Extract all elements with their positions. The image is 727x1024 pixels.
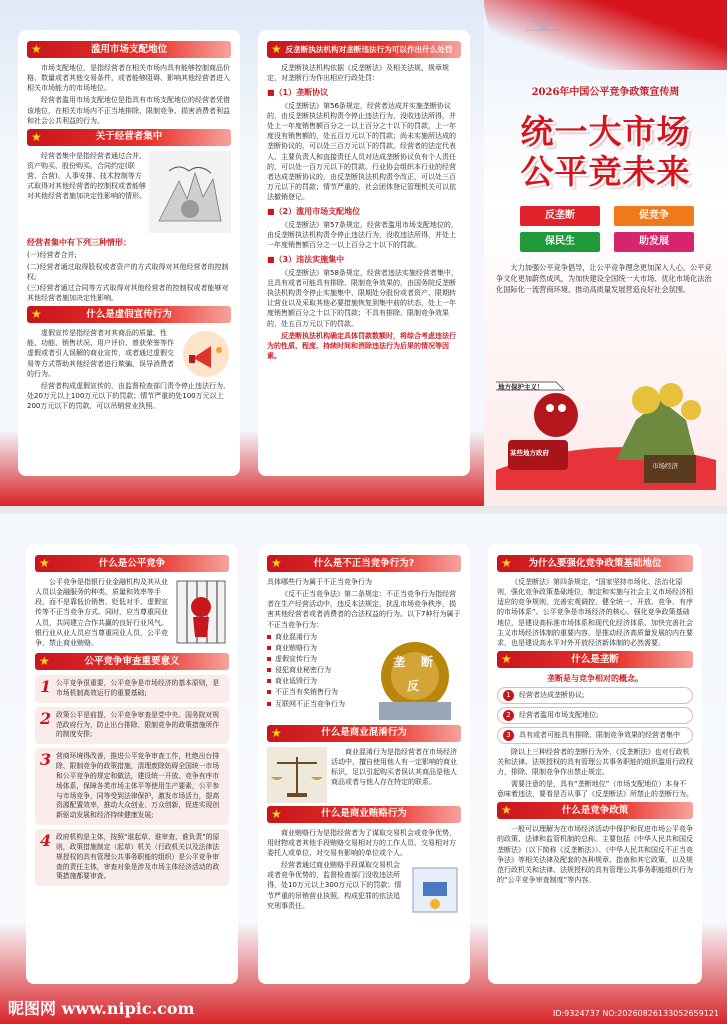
item-text: 营商环境得改善，推进公平竞争审查工作，杜绝出台排除、限制竞争的政策措施，清理废除妨碍全国统一市场和公平竞争的规定和做法，建设统一开放、竞争有序市场体系，保障各类市场主体平等使用生产要素，公平参与市场竞争，同等受到法律保护，激发市场活力，提高资源配置效率，推动大众创业、万众创新，促进实现创新驱动发展和经济持续健康发展; [56,752,220,820]
panel-market-dominance [18,30,240,476]
item-text: 经营者滥用市场支配地位; [519,711,599,719]
section-header [27,41,231,58]
section-header [267,41,461,58]
fair-competition-block [35,577,229,650]
section-title: 公平竞争审查重要意义 [84,655,180,667]
list-item: 互联网不正当竞争行为 [267,699,369,709]
paragraph: 公平竞争是指银行业金融机构及其从业人员以金融服务的种类、质量和效率等手段，而不是靠低价销售、贬低对手、虚假宣传等不正当竞争方式。同时，应当尊重同业人员，共同建立合作共赢的良好行业风气。银行业从业人员应当尊重同业人员，公平竞争，禁止商业贿赂。 [35,578,168,647]
illus-label-gov: 某些地方政府 [510,449,549,457]
tag-development: 助发展 [614,232,694,252]
significance-item [35,707,229,745]
section-header [35,555,229,572]
list-item: (一)经营者合并; [27,251,77,260]
cover-description: 大力加强公平竞争倡导，让公平竞争理念更加深入人心，公平竞争文化更加蔚然成风，为加快建设全国统一大市场、优化市场化法治化国际化一流营商环境、推动高质量发展营造良好社会氛围。 [496,263,712,295]
cover-panel [484,0,727,506]
paragraph: 《反垄断法》第58条规定，经营者违法实施经营者集中，且具有或者可能具有排除、限制竞争效果的，由国务院反垄断执法机构责令停止实施集中、限期处分股份或者资产、限期转让营业以及采取其他必要措施恢复到集中前的状态，处上一年度销售额百分之十以下的罚款；不具有排除、限制竞争效果的，处五百万元以下的罚款。 [267,268,458,328]
scales-illustration [267,747,327,803]
paragraph: 虚假宣传是指经营者对其商品的质量、性能、功能、销售状况、用户评价、曾获荣誉等作虚假或者引人误解的商业宣传，或者通过虚假交易等方式帮助其他经营者进行欺骗、误导消费者的行为。 [27,329,174,378]
paragraph: 市场支配地位，是指经营者在相关市场内具有能够控制商品价格、数量或者其他交易条件，或者能够阻碍、影响其他经营者进入相关市场能力的市场地位。 [27,64,230,93]
section-header [35,653,229,670]
cartoon-illustration [496,360,716,490]
tag-livelihood: 保民生 [520,232,600,252]
note-paragraph: 反垄断执法机构确定具体罚款数额时，将综合考虑违法行为的性质、程度、持续时间和消除违法行为后果的情况等因素。 [267,331,456,361]
subheading: ■（3）违法实施集中 [267,255,345,265]
item-number: 4 [40,831,52,851]
fireworks-decoration [484,0,727,80]
monopoly-item [497,727,693,744]
watermark-id: ID:9324737 NO:20260826133052659121 [552,1008,719,1018]
section-header [267,806,461,823]
star-icon: ★ [271,555,282,570]
panel-unfair-competition [258,544,470,984]
bribery-block [267,860,461,920]
section-title: 为什么要强化竞争政策基础地位 [528,557,662,569]
confusion-block [267,747,461,803]
paragraph: 经营者滥用市场支配地位是指具有市场支配地位的经营者凭借该地位，在相关市场内不正当地排除、限制竞争、损害消费者利益和社会公共利益的行为。 [27,96,230,125]
list-item: 商业混淆行为 [267,632,369,642]
section-title: 反垄断执法机构对垄断违法行为可以作出什么处罚 [285,45,453,54]
panel-penalties [258,30,470,476]
star-icon: ★ [31,306,42,321]
paragraph: 《反垄断法》第56条规定，经营者达成并实施垄断协议的，由反垄断执法机构责令停止违法行为，没收违法所得，并处上一年度销售额百分之一以上百分之十以下的罚款，上一年度没有销售额的，处五百万元以下的罚款；尚未实施所达成的垄断协议的，可以处三百万元以下的罚款。经营者的法定代表人、主要负责人和直接责任人员对达成垄断协议负有个人责任的，可以处一百万元以下的罚款。行业协会组织本行业的经营者达成垄断协议的，由反垄断执法机构责令改正，可以处三百万元以下的罚款；情节严重的，社会团体登记管理机关可以依法撤销登记。 [267,101,456,202]
paragraph: 经营者构成虚假宣传的，由监督检查部门责令停止违法行为，处20万元以上100万元以下的罚款；情节严重的处100万元以上200万元以下的罚款，可以吊销营业执照。 [27,381,230,411]
star-icon: ★ [39,555,50,570]
item-text: 政策公平是前提，公平竞争审查是党中央、国务院对规范政府行为，防止出台排除、限制竞争的政策措施所作的制度安排; [56,710,220,739]
panel-fair-competition [26,544,238,984]
list-item: 虚假宣传行为 [267,654,369,664]
gear-icon [369,632,461,722]
megaphone-illustration [181,328,231,380]
star-icon: ★ [271,41,282,56]
illus-label-market: 市场经济 [652,462,678,470]
gear-char: 垄 [393,654,406,669]
section-title: 什么是垄断 [571,653,619,665]
section-title: 什么是商业混淆行为 [321,727,407,739]
star-icon: ★ [271,725,282,740]
unfair-list-block [267,632,461,722]
star-icon: ★ [501,555,512,570]
item-text: 经营者达成垄断协议; [519,691,585,699]
section-title: 什么是商业贿赂行为 [321,808,407,820]
star-icon: ★ [501,803,512,818]
list-item: 商业贿赂行为 [267,643,369,653]
section-header [267,555,461,572]
section-header [27,306,231,323]
list-item: (二)经营者通过取得股权或者资产的方式取得对其他经营者的控制权; [27,262,229,281]
list-item: 不正当有奖销售行为 [267,687,369,697]
section-title: 什么是公平竞争 [98,557,166,569]
star-icon: ★ [31,129,42,144]
gear-char: 断 [421,654,434,669]
significance-item [35,748,229,825]
cases-subtitle: 经营者集中有下列三种情形： [27,237,131,247]
section-title: 滥用市场支配地位 [90,43,167,55]
cage-illustration [173,577,229,647]
significance-item [35,829,229,886]
section-header [497,651,693,668]
list-item: 侵犯商业秘密行为 [267,665,369,675]
section-header [497,802,693,819]
speech-bubble: 地方保护主义！ [498,383,544,391]
item-text: 公平竞争很重要，公平竞争是市场经济的基本原则，是市场机制高效运行的重要基础; [56,678,220,697]
item-text: 具有或者可能具有排除、限制竞争效果的经营者集中 [519,731,680,739]
paragraph: 需要注意的是，具有“垄断地位”（市场支配地位）本身不意味着违法，要看是否从事了《反垄断法》所禁止的垄断行为。 [497,780,693,799]
watermark-logo: 昵图网 www.nipic.com [8,998,195,1018]
section-header [267,725,461,742]
significance-item [35,675,229,703]
subheading: 垄断是与竞争相对的概念。 [547,673,643,683]
paragraph: 反垄断执法机构依据《反垄断法》及相关法规、规章规定，对垄断行为作出相应行政处罚： [267,64,449,83]
paragraph: 经营者集中是指经营者通过合并、资产购买、股份购买、合同约定(联营、合营)、人事安排、技术控制等方式取得对其他经营者的控制权或者能够对其他经营者施加决定性影响的情形。 [27,151,146,201]
subheading: ■（1）垄断协议 [267,88,329,98]
item-number: 3 [503,730,514,741]
list-item: (三)经营者通过合同等方式取得对其他经营者的控制权或者能够对其他经营者施加决定性影响。 [27,283,229,302]
brochure-inside-sheet [0,514,727,1024]
section-title: 什么是竞争政策 [561,804,629,816]
section-title: 什么是虚假宣传行为 [86,308,172,320]
paragraph: 《反垄断法》第57条规定，经营者滥用市场支配地位的，由反垄断执法机构责令停止违法行为，没收违法所得，并处上一年度销售额百分之一以上百分之十以下的罚款。 [267,220,458,250]
cover-title-line1: 统一大市场 [520,112,691,151]
gear-illustration [369,632,461,722]
concentration-block [27,151,231,233]
item-number: 2 [503,710,514,721]
paragraph: 一般可以理解为在市场经济活动中保护和促进市场公平竞争的政策、法律和监管机制的总称。主要包括《中华人民共和国反垄断法》（以下简称《反垄断法》）、《中华人民共和国反不正当竞争法》等相关法律及配套的各种规章、指南和其它政策，以及规范行政机关和法律、法规授权的具有管理公共事务职能组织行为的“公平竞争审查制度”等内容。 [497,825,693,884]
star-icon: ★ [31,41,42,56]
cover-year-title: 2026年中国公平竞争政策宣传周 [531,87,680,98]
false-advert-block [27,328,231,381]
item-number: 3 [40,750,52,770]
list-item: 商业诋毁行为 [267,676,369,686]
paragraph: 经营者通过商业贿赂手段谋取交易机会或者竞争优势的，监督检查部门没收违法所得，处10万元以上300万元以下的罚款；情节严重的吊销营业执照。构成犯罪的依法追究刑事责任。 [267,861,402,910]
subheading: ■（2）滥用市场支配地位 [267,207,361,217]
paragraph: 除以上三种经营者的垄断行为外，《反垄断法》也对行政机关和法律、法规授权的具有管理公共事务职能的组织滥用行政权力，排除、限制竞争作出禁止规定。 [497,747,693,776]
unfair-behavior-list [267,632,369,722]
bribery-illustration [409,860,461,920]
item-text: 政府机构是主体，按照“谁起草、谁审查、谁负责”的原则，政策措施制定（起草）机关（行政机关以及法律法规授权的具有管理公共事务职能的组织）是公平竞争审查的责任主体，审查对象是涉及市场主体经济活动的政策措施都要审查。 [56,833,220,881]
star-icon: ★ [271,806,282,821]
section-header [27,129,231,146]
section-title: 什么是不正当竞争行为? [313,557,415,569]
gear-char: 反 [407,678,420,693]
star-icon: ★ [39,653,50,668]
tag-competition: 促竞争 [614,206,694,226]
tag-antimonopoly: 反垄断 [520,206,600,226]
item-number: 1 [503,690,514,701]
panel-competition-policy [488,544,702,984]
paragraph: 具体哪些行为属于不正当竞争行为 [267,578,372,586]
section-title: 关于经营者集中 [95,131,163,143]
paragraph: 《反不正当竞争法》第二条规定：不正当竞争行为指经营者在生产经营活动中，违反本法规定，扰乱市场竞争秩序，损害其他经营者或者消费者的合法权益的行为。以下7种行为属于不正当竞争行为： [267,590,461,629]
paragraph: 商业混淆行为是指经营者在市场经济活动中，擅自使用他人有一定影响的商业标识，足以引起购买者误认其商品是他人商品或者与他人存在特定的联系。 [331,747,457,787]
hands-illustration [149,151,231,233]
item-number: 1 [40,676,52,696]
section-header [497,555,693,572]
star-icon: ★ [501,651,512,666]
item-number: 2 [40,708,52,728]
brochure-outside-sheet [0,0,727,506]
paragraph: 《反垄断法》第四条规定，“国家坚持市场化、法治化原则，强化竞争政策基础地位，制定和实施与社会主义市场经济相适应的竞争规则，完善宏观调控，健全统一、开放、竞争、有序的市场体系”。公平竞争是市场经济的核心。强化竞争政策基础地位，是建设高标准市场体系和现代化经济体系、加快完善社会主义市场经济体制的重要内容，是推动经济高质量发展的内在要求，也是建设高水平对外开放经济新体制的必然需要。 [497,578,693,647]
paragraph: 商业贿赂行为是指经营者为了谋取交易机会或竞争优势，用财物或者其他手段贿赂交易相对方的工作人员、交易相对方委托人或单位、对交易有影响的单位或个人。 [267,828,456,857]
cover-title-line2: 公平竞未来 [520,152,691,191]
monopoly-item [497,687,693,704]
monopoly-item [497,707,693,724]
